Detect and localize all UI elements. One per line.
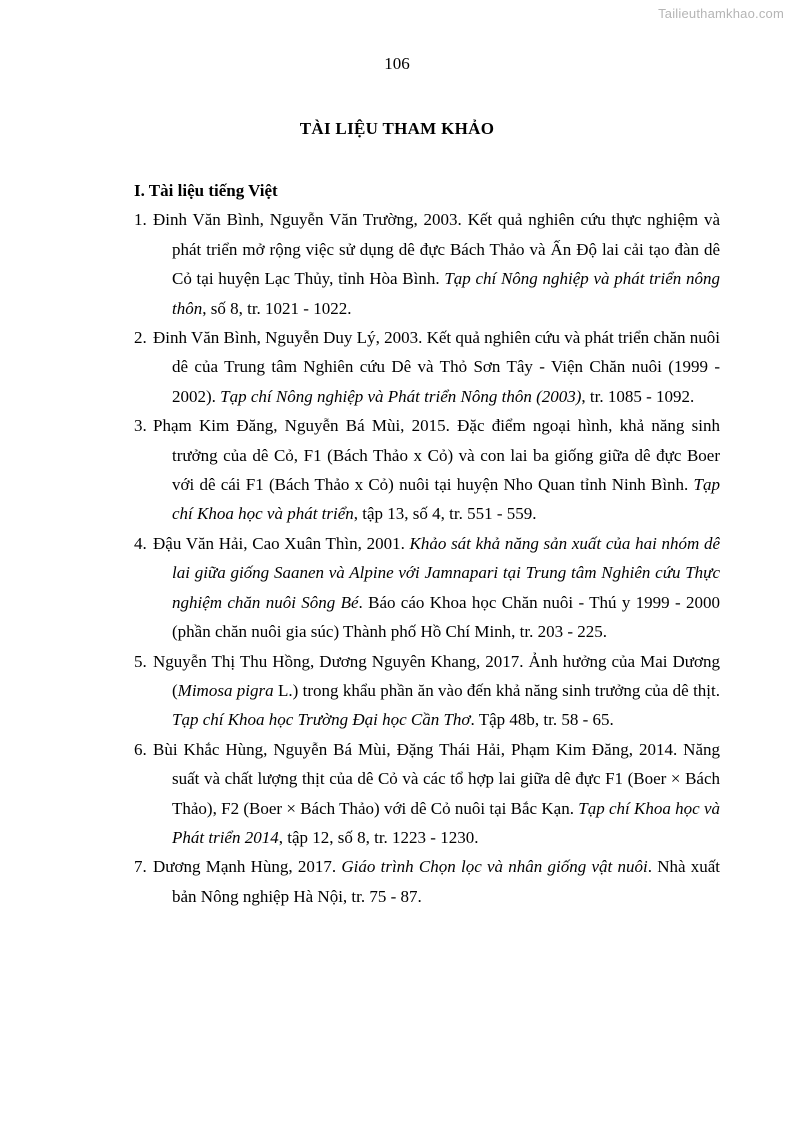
reference-item-3 <box>134 411 720 529</box>
reference-source: Tạp chí Khoa học và phát triển <box>172 475 720 524</box>
reference-text: Bùi Khắc Hùng, Nguyễn Bá Mùi, Đặng Thái Hải, Phạm Kim Đăng, 2014. Năng suất và chất lượng thịt của dê Cỏ và các tổ hợp lai giữa dê đực F1 (Boer × Bách Thảo), F2 (Boer × Bách Thảo) với dê Cỏ nuôi tại Bắc Kạn. <box>153 739 720 818</box>
reference-source: Giáo trình Chọn lọc và nhân giống vật nuôi <box>341 857 648 877</box>
reference-number: 5. <box>134 651 147 671</box>
reference-source: Tạp chí Nông nghiệp và Phát triển Nông thôn (2003) <box>220 386 582 406</box>
reference-text: Đinh Văn Bình, Nguyễn Văn Trường, 2003. Kết quả nghiên cứu thực nghiệm và phát triển mở rộng việc sử dụng dê đực Bách Thảo và Ấn Độ lai cải tạo đàn dê Cỏ tại huyện Lạc Thủy, tỉnh Hòa Bình. <box>153 210 720 289</box>
reference-source: Tạp chí Khoa học Trường Đại học Cần Thơ <box>172 710 471 730</box>
reference-number: 6. <box>134 739 147 759</box>
reference-details: . Tập 48b, tr. 58 - 65. <box>470 710 614 730</box>
reference-item-5 <box>134 647 720 735</box>
reference-item-2 <box>134 323 720 411</box>
reference-details: . Báo cáo Khoa học Chăn nuôi - Thú y 1999 - 2000 (phần chăn nuôi gia súc) Thành phố Hồ Chí Minh, tr. 203 - 225. <box>172 592 720 642</box>
reference-text: Đậu Văn Hải, Cao Xuân Thìn, 2001. <box>153 533 410 553</box>
reference-item-6 <box>134 735 720 853</box>
reference-source: Tạp chí Nông nghiệp và phát triển nông thôn <box>172 269 720 318</box>
page-number: 106 <box>384 54 410 73</box>
reference-number: 4. <box>134 533 147 553</box>
reference-text: Đinh Văn Bình, Nguyễn Duy Lý, 2003. Kết quả nghiên cứu và phát triển chăn nuôi dê của Trung tâm Nghiên cứu Dê và Thỏ Sơn Tây - Viện Chăn nuôi (1999 - 2002). <box>153 328 720 406</box>
reference-text-continued: L.) trong khẩu phần ăn vào đến khả năng sinh trưởng của dê thịt. <box>273 680 720 700</box>
watermark-text: Tailieuthamkhao.com <box>658 6 784 21</box>
reference-item-4 <box>134 529 720 647</box>
page-title: TÀI LIỆU THAM KHẢO <box>299 119 495 138</box>
reference-number: 1. <box>134 210 147 230</box>
reference-number: 2. <box>134 328 147 348</box>
reference-source: Khảo sát khả năng sản xuất của hai nhóm dê lai giữa giống Saanen và Alpine với Jamnapari tại Trung tâm Nghiên cứu Thực nghiệm chăn nuôi Sông Bé <box>172 533 721 612</box>
reference-details: , tập 12, số 8, tr. 1223 - 1230. <box>278 827 479 847</box>
reference-details: , tr. 1085 - 1092. <box>581 386 695 406</box>
reference-details: , tập 13, số 4, tr. 551 - 559. <box>353 504 537 524</box>
reference-text: Nguyễn Thị Thu Hồng, Dương Nguyên Khang, 2017. Ảnh hưởng của Mai Dương ( <box>153 651 720 700</box>
reference-text: Phạm Kim Đăng, Nguyễn Bá Mùi, 2015. Đặc điểm ngoại hình, khả năng sinh trưởng của dê Cỏ, F1 (Bách Thảo x Cỏ) và con lai ba giống giữa dê đực Boer với dê cái F1 (Bách Thảo x Cỏ) nuôi tại huyện Nho Quan tỉnh Ninh Bình. <box>153 416 720 495</box>
reference-item-1 <box>134 205 720 323</box>
reference-details: , số 8, tr. 1021 - 1022. <box>202 298 352 318</box>
reference-details: . Nhà xuất bản Nông nghiệp Hà Nội, tr. 75 - 87. <box>172 857 721 906</box>
reference-item-7 <box>134 852 720 911</box>
reference-text: Dương Mạnh Hùng, 2017. <box>153 857 342 877</box>
references-content <box>134 176 720 911</box>
reference-number: 7. <box>134 857 147 877</box>
section-title: I. Tài liệu tiếng Việt <box>134 181 278 200</box>
reference-source: Tạp chí Khoa học và Phát triển 2014 <box>172 798 720 847</box>
reference-number: 3. <box>134 416 147 436</box>
reference-species: Mimosa pigra <box>177 680 274 700</box>
